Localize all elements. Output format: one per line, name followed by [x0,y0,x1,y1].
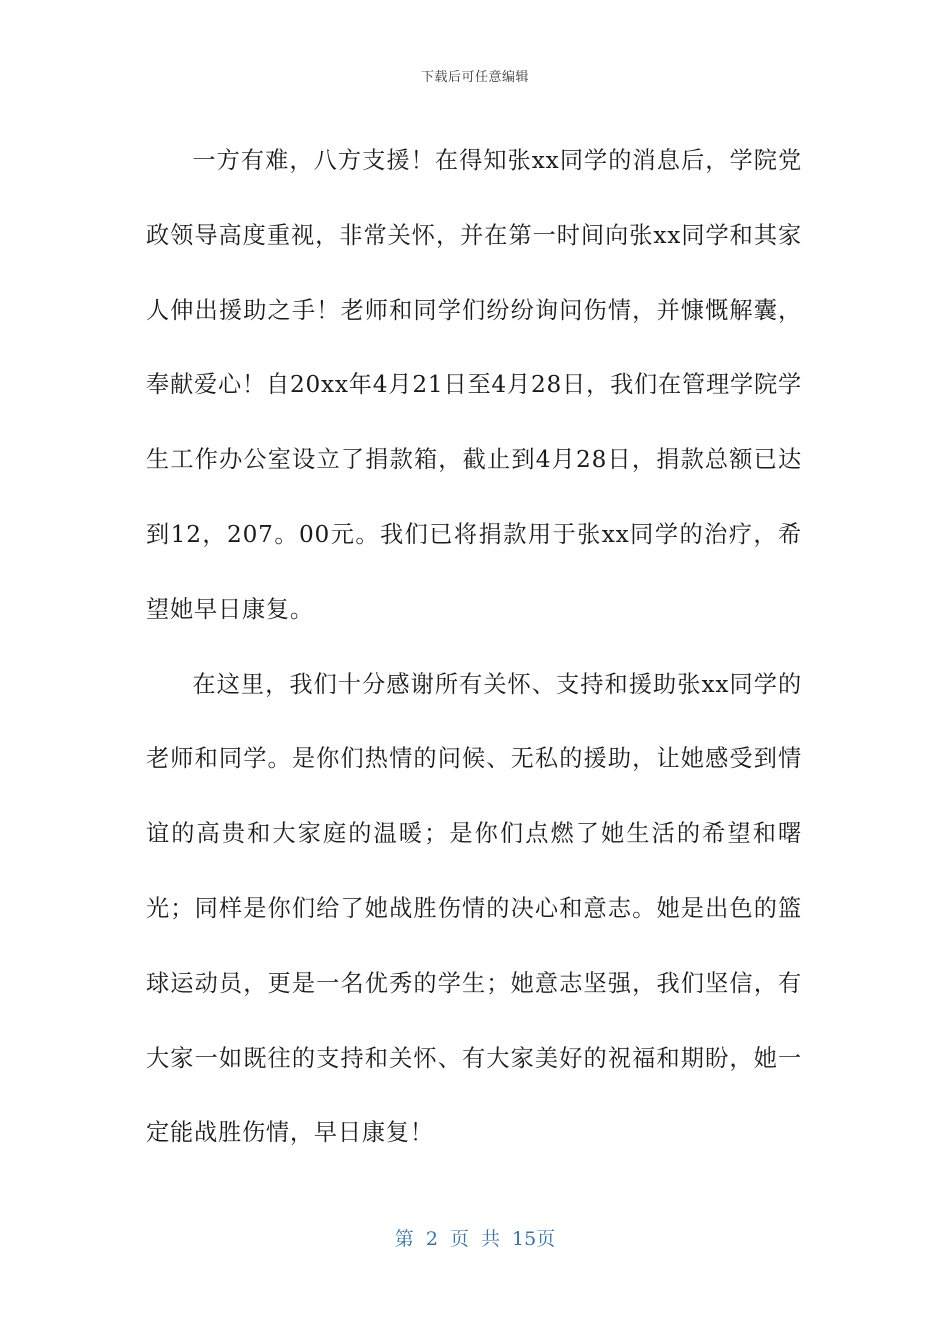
page-number-footer: 第 2 页 共 15页 [394,1228,556,1250]
paragraph-1: 一方有难，八方支援！在得知张xx同学的消息后，学院党政领导高度重视，非常关怀，并在第一时间向张xx同学和其家人伸出援助之手！老师和同学们纷纷询问伤情，并慷慨解囊，奉献爱心！自20xx年4月21日至4月28日，我们在管理学院学生工作办公室设立了捐款箱，截止到4月28日，捐款总额已达到12，207。00元。我们已将捐款用于张xx同学的治疗，希望她早日康复。 [146,147,802,623]
paragraph-2: 在这里，我们十分感谢所有关怀、支持和援助张xx同学的老师和同学。是你们热情的问候、无私的援助，让她感受到情谊的高贵和大家庭的温暖；是你们点燃了她生活的希望和曙光；同样是你们给了她战胜伤情的决心和意志。她是出色的篮球运动员，更是一名优秀的学生；她意志坚强，我们坚信，有大家一如既往的支持和关怀、有大家美好的祝福和期盼，她一定能战胜伤情，早日康复！ [146,670,802,1147]
page-header: 下载后可任意编辑 [420,70,529,85]
document-body [146,124,802,1171]
